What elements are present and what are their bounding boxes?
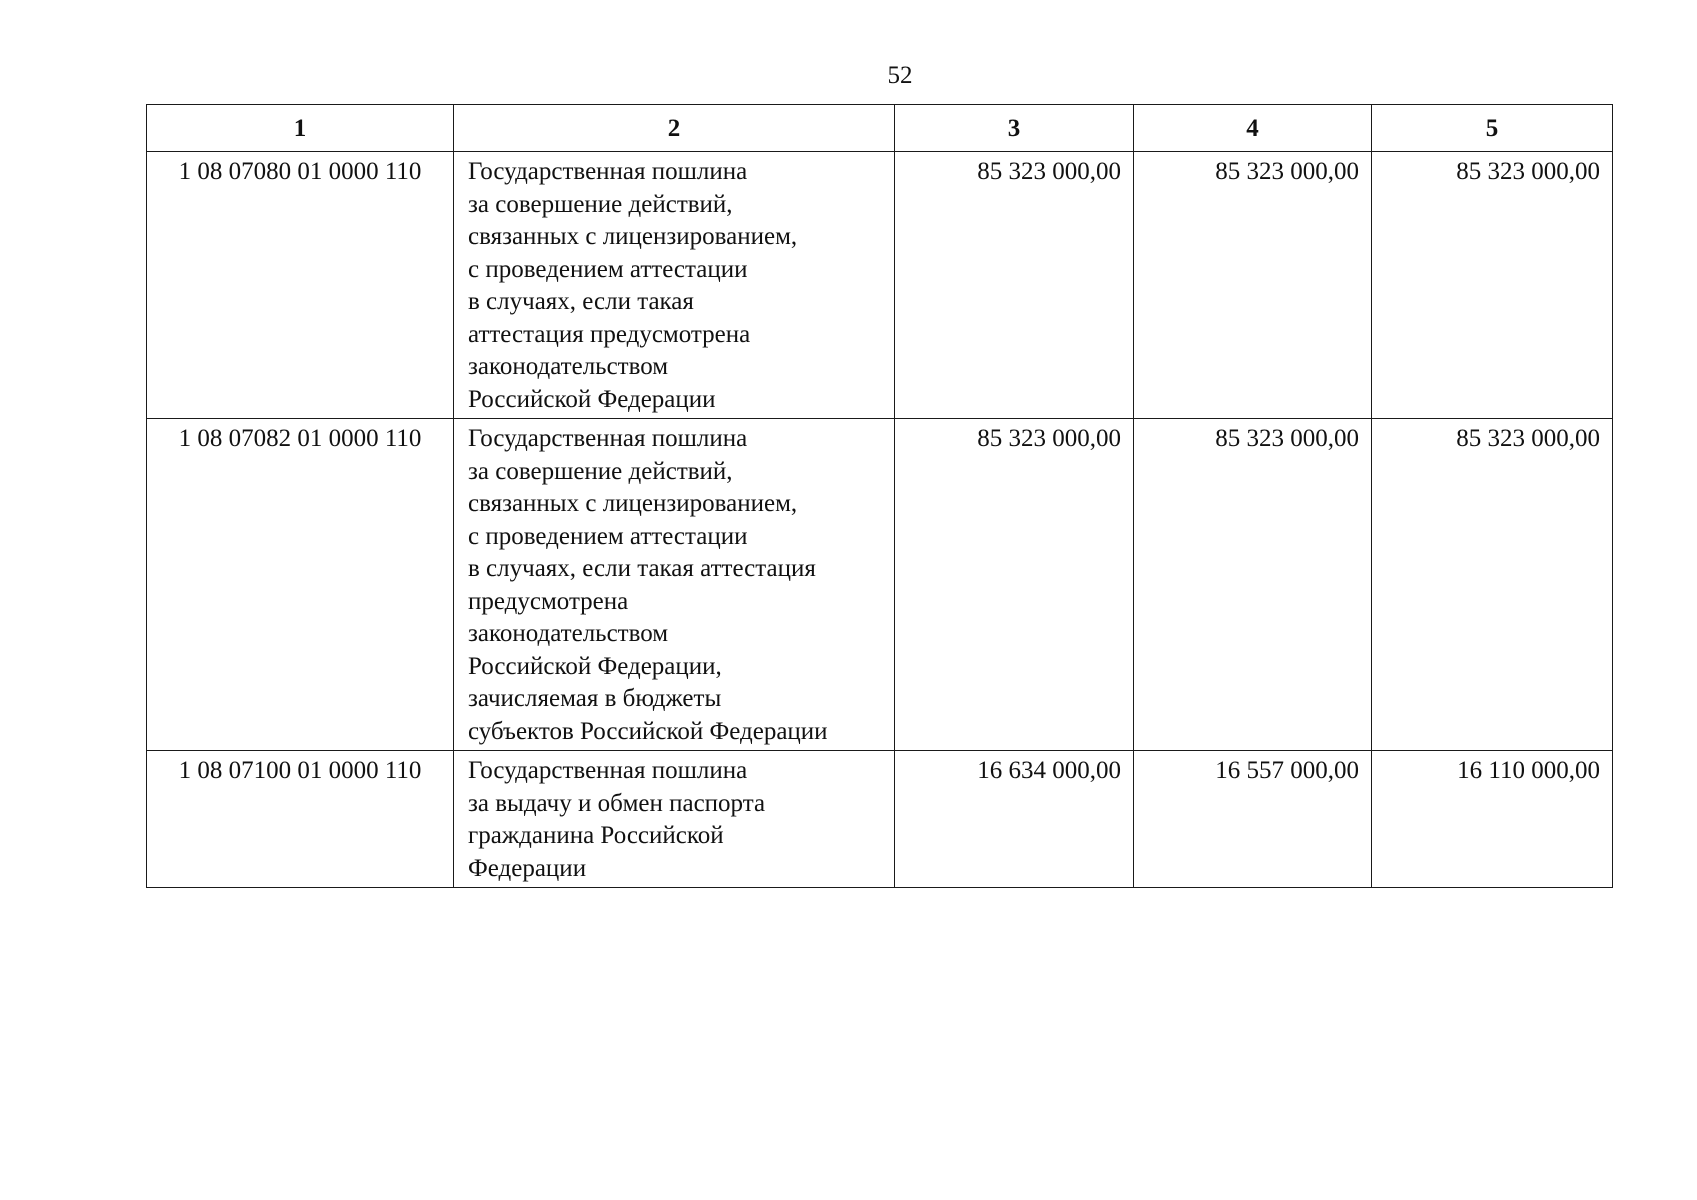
amount-col5-cell: 16 110 000,00 xyxy=(1372,751,1613,888)
budget-code-cell: 1 08 07100 01 0000 110 xyxy=(147,751,454,888)
name-line: Государственная пошлина xyxy=(468,757,748,784)
name-line: в случаях, если такая аттестация xyxy=(468,555,816,582)
name-line: субъектов Российской Федерации xyxy=(468,717,828,745)
amount-col3-cell: 85 323 000,00 xyxy=(895,152,1134,419)
amount-col3-cell: 16 634 000,00 xyxy=(895,751,1134,888)
name-line: Государственная пошлина xyxy=(468,158,748,185)
name-line: предусмотрена xyxy=(468,587,629,615)
revenue-table-container xyxy=(146,104,1612,888)
amount-col4-cell: 16 557 000,00 xyxy=(1134,751,1372,888)
amount-col4-cell: 85 323 000,00 xyxy=(1134,152,1372,419)
name-line: Российской Федерации, xyxy=(468,652,722,680)
name-line: с проведением аттестации xyxy=(468,255,748,283)
amount-col3-cell: 85 323 000,00 xyxy=(895,419,1134,751)
name-line: гражданина Российской xyxy=(468,822,724,849)
name-line: Российской Федерации xyxy=(468,385,716,413)
name-line: с проведением аттестации xyxy=(468,522,748,550)
name-line: за совершение действий, xyxy=(468,457,733,485)
column-header-2: 2 xyxy=(454,105,895,152)
amount-col4-cell: 85 323 000,00 xyxy=(1134,419,1372,751)
table-row xyxy=(147,751,1613,888)
column-header-4: 4 xyxy=(1134,105,1372,152)
column-header-5: 5 xyxy=(1372,105,1613,152)
column-header-3: 3 xyxy=(895,105,1134,152)
budget-code-cell: 1 08 07080 01 0000 110 xyxy=(147,152,454,419)
name-line: зачисляемая в бюджеты xyxy=(468,685,722,712)
name-line: законодательством xyxy=(468,620,669,647)
budget-code-cell: 1 08 07082 01 0000 110 xyxy=(147,419,454,751)
revenue-table xyxy=(146,104,1613,888)
table-row xyxy=(147,152,1613,419)
name-line: в случаях, если такая xyxy=(468,288,694,315)
name-line: связанных с лицензированием, xyxy=(468,490,798,517)
table-row xyxy=(147,419,1613,751)
amount-col5-cell: 85 323 000,00 xyxy=(1372,419,1613,751)
name-line: законодательством xyxy=(468,353,669,380)
name-line: за совершение действий, xyxy=(468,190,733,218)
name-line: Государственная пошлина xyxy=(468,425,748,452)
column-header-1: 1 xyxy=(147,105,454,152)
page-number: 52 xyxy=(887,62,913,89)
name-line: связанных с лицензированием, xyxy=(468,223,798,250)
table-header-row xyxy=(147,105,1613,152)
name-line: аттестация предусмотрена xyxy=(468,320,751,348)
revenue-name-cell xyxy=(454,751,895,888)
revenue-name-cell xyxy=(454,152,895,419)
name-line: за выдачу и обмен паспорта xyxy=(468,789,766,817)
name-line: Федерации xyxy=(468,854,587,882)
amount-col5-cell: 85 323 000,00 xyxy=(1372,152,1613,419)
revenue-name-cell xyxy=(454,419,895,751)
